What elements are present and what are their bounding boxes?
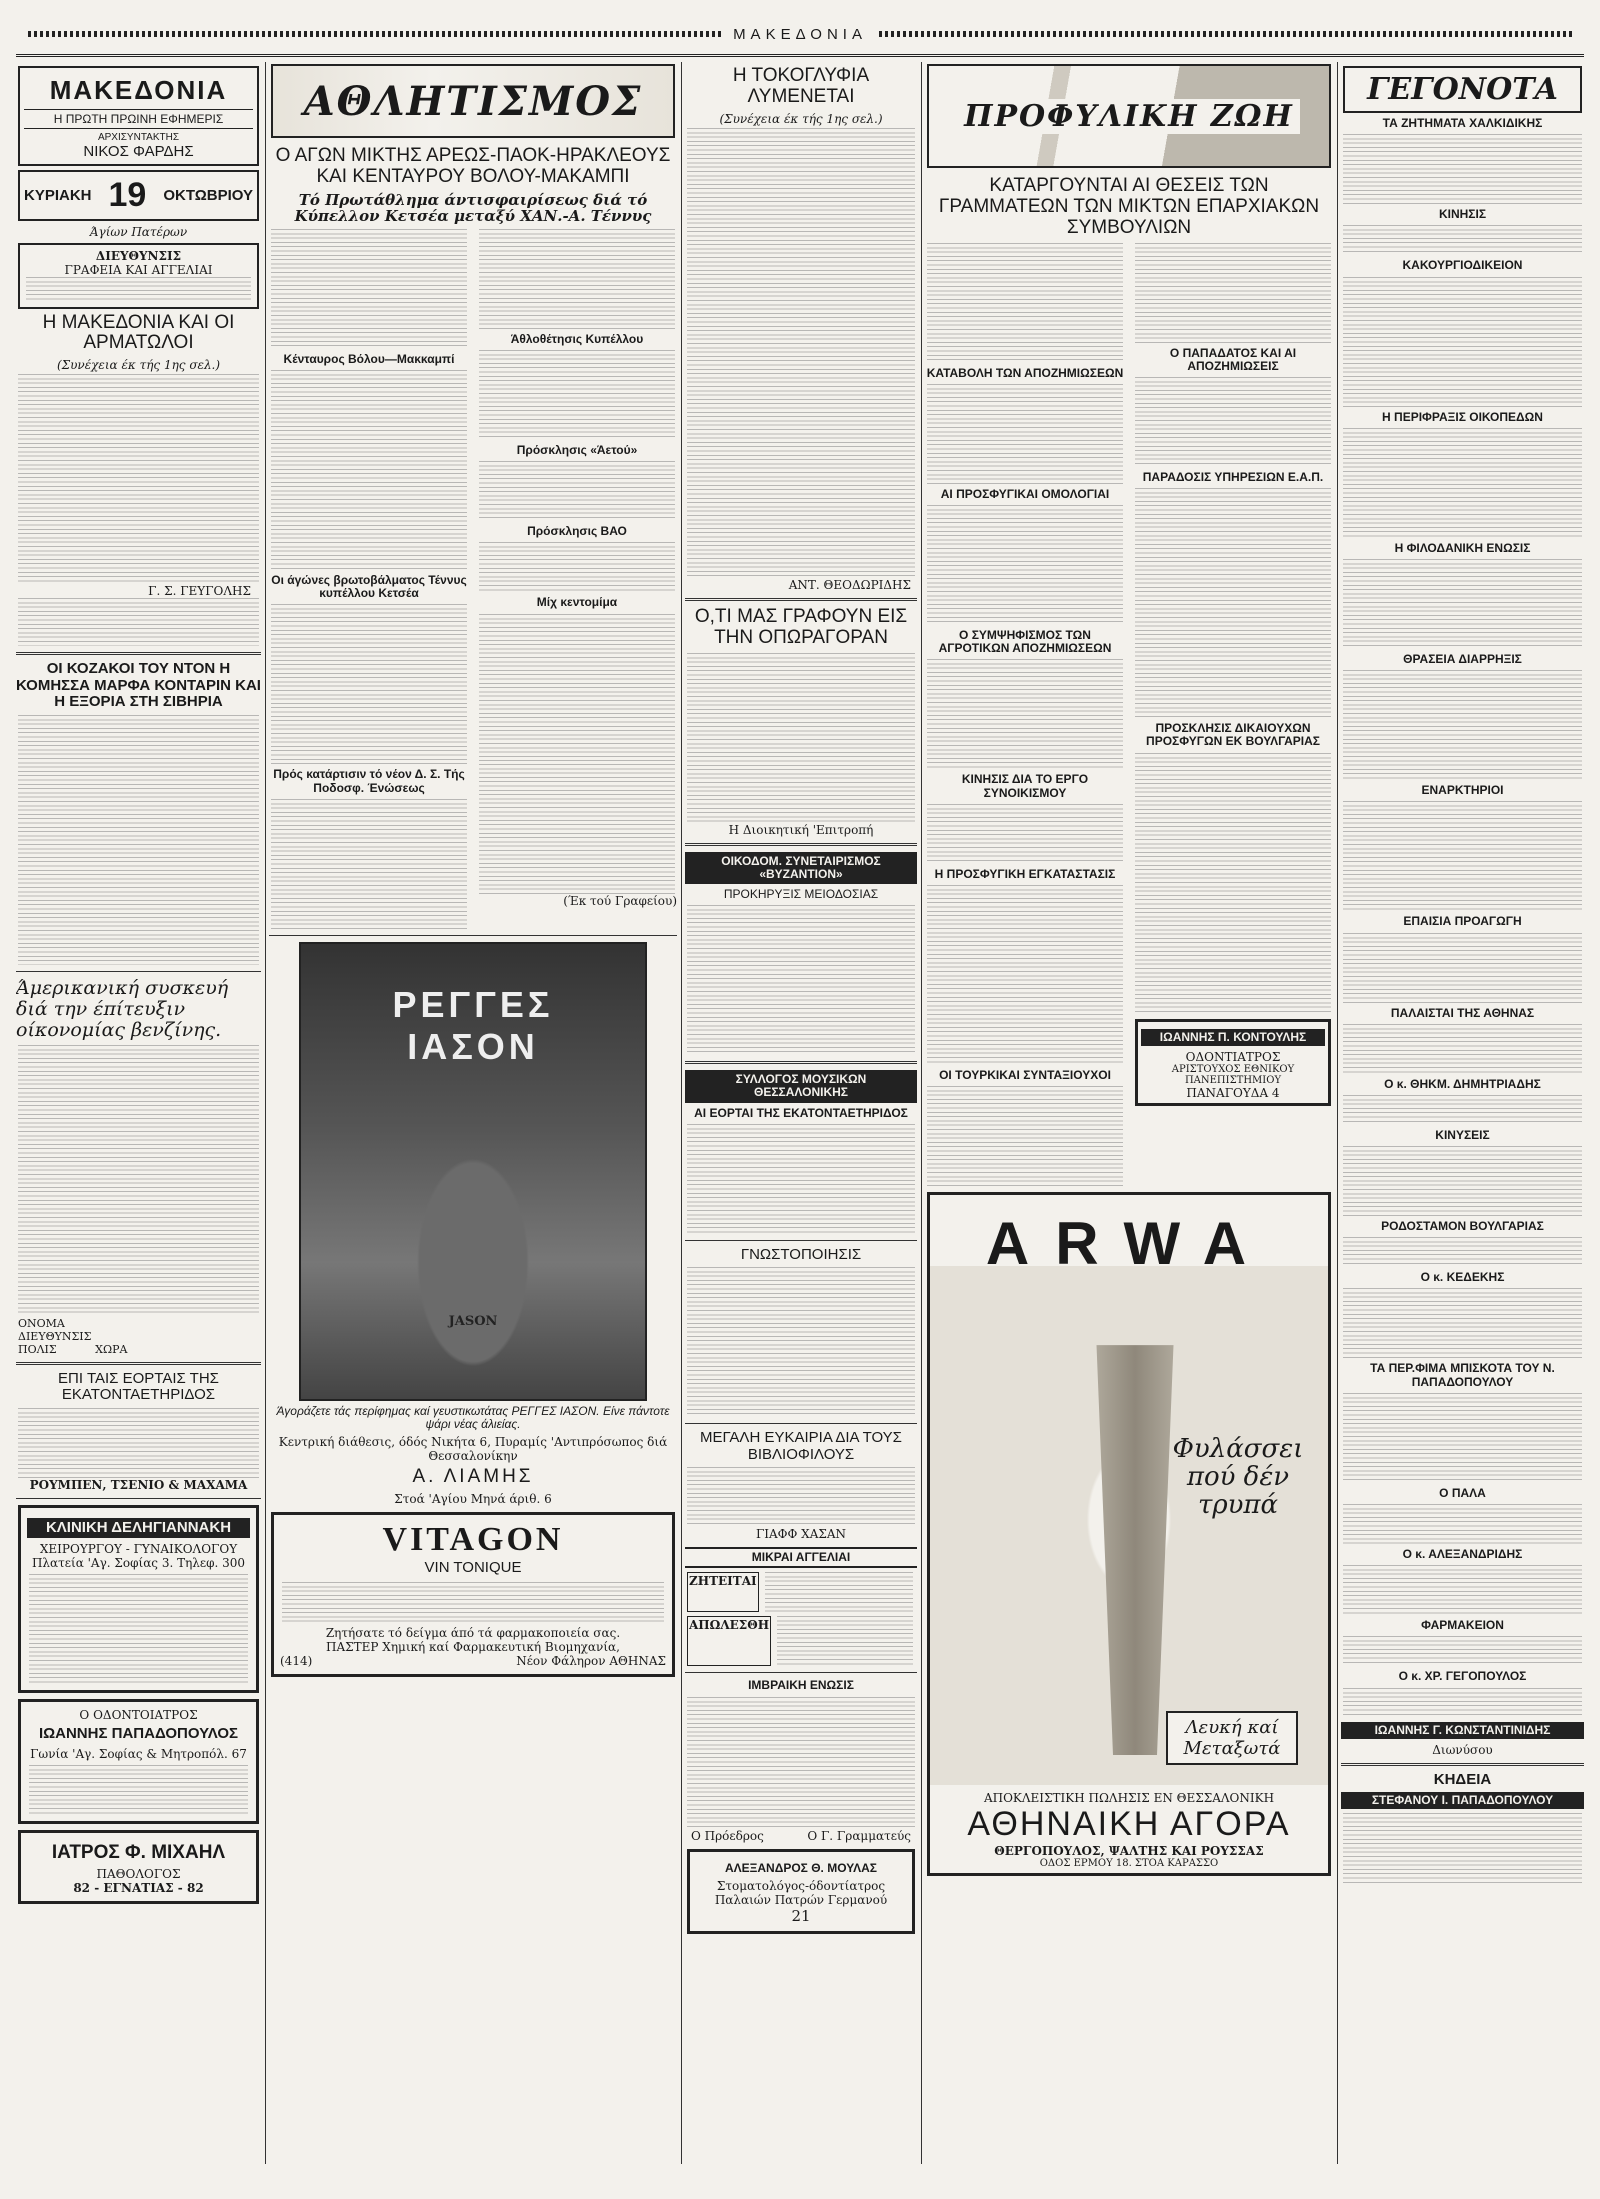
article-title: ΕΠΙ ΤΑΙΣ ΕΟΡΤΑΙΣ ΤΗΣ ΕΚΑΤΟΝΤΑΕΤΗΡΙΔΟΣ <box>58 1369 219 1404</box>
lawyer-name: ΑΛΕΞΑΝΔΡΟΣ Θ. ΜΟΥΛΑΣ <box>724 1860 877 1875</box>
dentist-address: Γωνία 'Αγ. Σοφίας & Μητροπόλ. 67 <box>30 1746 247 1761</box>
text-lines <box>1343 1288 1582 1358</box>
arwa-owners: ΘΕΡΓΟΠΟΥΛΟΣ, ΨΑΛΤΗΣ ΚΑΙ ΡΟΥΣΣΑΣ <box>994 1844 1264 1859</box>
vitagon-number: (414) <box>280 1653 313 1668</box>
article-signature: (Έκ τού Γραφείου) <box>563 894 677 909</box>
column-5 <box>1341 62 1584 2164</box>
text-lines <box>282 1582 664 1622</box>
section-heading: ΑΙ ΠΡΟΣΦΥΓΙΚΑΙ ΟΜΟΛΟΓΙΑΙ <box>940 486 1110 501</box>
text-lines <box>687 1267 915 1417</box>
text-lines <box>271 604 467 764</box>
section-heading: ΠΑΡΑΔΟΣΙΣ ΥΠΗΡΕΣΙΩΝ Ε.Α.Π. <box>1142 470 1324 485</box>
text-lines <box>1343 225 1582 255</box>
sports-col-left <box>269 764 469 928</box>
article-title: Η ΤΟΚΟΓΛΥΦΙΑ ΛΥΜΕΝΕΤΑΙ <box>732 65 870 107</box>
lawyer-address: Παλαιών Πατρών Γερμανού <box>714 1892 888 1907</box>
dentist-title: Ο ΟΔΟΝΤΟΙΑΤΡΟΣ <box>79 1708 198 1723</box>
text-lines <box>687 1697 915 1827</box>
dentist-ad <box>1135 1019 1331 1106</box>
section-heading: Κένταυρος Βόλου—Μακκαμπί <box>283 351 455 366</box>
section-heading: ΚΙΝΥΣΕΙΣ <box>1435 1127 1490 1142</box>
text-lines <box>765 1572 913 1612</box>
text-lines <box>18 598 259 646</box>
section-heading: Ο κ. ΘΗΚΜ. ΔΗΜΗΤΡΙΑΔΗΣ <box>1384 1076 1541 1091</box>
date-box <box>18 170 259 221</box>
separator <box>16 1362 261 1365</box>
text-lines <box>777 1616 913 1666</box>
text-lines <box>1343 1565 1582 1615</box>
business-subtitle: Διωνύσου <box>1432 1742 1493 1757</box>
clinic-address: Πλατεία 'Αγ. Σοφίας 3. Τηλεφ. 300 <box>31 1556 246 1571</box>
masthead-rule-right <box>879 31 1572 37</box>
separator <box>685 1423 917 1424</box>
section-heading: ΚΙΝΗΣΙΣ <box>1438 207 1487 222</box>
signature-secretary: Ο Γ. Γραμματεύς <box>807 1828 911 1843</box>
text-lines <box>479 461 675 521</box>
article-col-right <box>1133 243 1333 1187</box>
section-heading: Η ΠΕΡΙΦΡΑΞΙΣ ΟΙΚΟΠΕΔΩΝ <box>1382 409 1543 424</box>
lawyer-ad <box>687 1849 915 1934</box>
text-lines <box>1343 1504 1582 1544</box>
section-heading: ΤΑ ΖΗΤΗΜΑΤΑ ΧΑΛΚΙΔΙΚΗΣ <box>1382 116 1543 130</box>
section-heading: ΟΙ ΤΟΥΡΚΙΚΑΙ ΣΥΝΤΑΞΙΟΥΧΟΙ <box>939 1067 1111 1082</box>
text-lines <box>1343 277 1582 407</box>
address-box <box>18 243 259 309</box>
sports-body <box>269 229 677 765</box>
news-title: ΓΕΓΟΝΟΤΑ <box>1367 72 1558 107</box>
separator <box>685 1061 917 1064</box>
column-divider <box>681 62 682 2164</box>
lawyer-subtitle: Στοματολόγος-όδοντίατρος <box>716 1878 886 1893</box>
section-heading: Ο ΠΑΛΑ <box>1439 1485 1486 1500</box>
text-lines <box>927 505 1123 625</box>
text-lines <box>687 128 915 578</box>
form-name-label: ΟΝΟΜΑ <box>18 1316 65 1330</box>
signature-row <box>691 1829 911 1843</box>
funeral-name: ΣΤΕΦΑΝΟΥ Ι. ΠΑΠΑΔΟΠΟΥΛΟΥ <box>1341 1792 1584 1809</box>
section-heading: ΚΑΚΟΥΡΓΙΟΔΙΚΕΙΟΝ <box>1402 258 1523 273</box>
classified-entry <box>687 1616 915 1666</box>
text-lines <box>1343 1688 1582 1718</box>
arwa-brand: ARWA <box>985 1210 1273 1278</box>
article-title: ΟΙ ΚΟΖΑΚΟΙ ΤΟΥ ΝΤΟΝ Η ΚΟΜΗΣΣΑ ΜΑΡΦΑ ΚΟΝΤΑΡΙΝ ΚΑΙ Η ΕΞΟΡΙΑ ΣΤΗ ΣΙΒΗΡΙΑ <box>16 660 261 711</box>
saint-of-day: Άγίων Πατέρων <box>89 224 188 239</box>
classifieds-title: ΜΙΚΡΑΙ ΑΓΓΕΛΙΑΙ <box>685 1547 917 1568</box>
director-label: ΑΡΧΙΣΥΝΤΑΚΤΗΣ <box>97 131 180 143</box>
section-heading: ΘΡΑΣΕΙΑ ΔΙΑΡΡΗΞΙΣ <box>1403 651 1522 666</box>
section-heading: ΕΝΑΡΚΤΗΡΙΟΙ <box>1421 783 1504 798</box>
section-heading: Ο κ. ΚΕΔΕΚΗΣ <box>1420 1270 1505 1285</box>
text-lines <box>927 243 1123 363</box>
date-month: ΟΚΤΩΒΡΙΟΥ <box>163 186 253 204</box>
text-lines <box>1343 670 1582 780</box>
article-col-left <box>925 243 1125 1187</box>
separator <box>1341 1763 1584 1766</box>
address-text: ΓΡΑΦΕΙΑ ΚΑΙ ΑΓΓΕΛΙΑΙ <box>64 262 213 277</box>
text-lines <box>26 277 251 303</box>
arwa-store: ΑΘΗΝΑΙΚΗ ΑΓΟΡΑ <box>967 1805 1291 1844</box>
text-lines <box>479 764 675 894</box>
section-heading: Οι άγώνες βρωτοβάλματος Τέννυς κυπέλλου Κετσέα <box>271 572 467 601</box>
text-lines <box>1343 428 1582 538</box>
form-row <box>18 1343 259 1356</box>
vitagon-subtitle: VIN TONIQUE <box>424 1558 522 1576</box>
masthead-strip <box>16 14 1584 57</box>
article-title: Ο,ΤΙ ΜΑΣ ΓΡΑΦΟΥΝ ΕΙΣ ΤΗΝ ΟΠΩΡΑΓΟΡΑΝ <box>694 605 908 648</box>
separator <box>685 1240 917 1241</box>
arwa-slogan: Φυλάσσει πού δέν τρυπά <box>1172 1434 1304 1521</box>
poster-word-2: ΙΑΣΟΝ <box>407 1025 539 1067</box>
section-heading: ΡΟΔΟΣΤΑΜΟΝ ΒΟΥΛΓΑΡΙΑΣ <box>1381 1219 1544 1234</box>
text-lines <box>271 370 467 570</box>
text-lines <box>687 905 915 1055</box>
dentist-name: ΙΩΑΝΝΗΣ Π. ΚΟΝΤΟΥΛΗΣ <box>1141 1029 1325 1046</box>
sports-col-right <box>477 229 677 765</box>
text-lines <box>687 653 915 823</box>
text-lines <box>1343 1024 1582 1074</box>
clinic-name: ΚΛΙΝΙΚΗ ΔΕΛΗΓΙΑΝΝΑΚΗ <box>27 1518 250 1539</box>
text-lines <box>479 614 675 764</box>
section-heading: Ο κ. ΑΛΕΞΑΝΔΡΙΔΗΣ <box>1402 1547 1523 1561</box>
masthead-rule-left <box>28 31 721 37</box>
poster-seller-address: Στοά 'Αγίου Μηνά άριθ. 6 <box>394 1491 552 1506</box>
text-lines <box>18 1408 259 1478</box>
section-heading: Πρός κατάρτισιν τό νέον Δ. Σ. Τής Ποδοσφ. Ένώσεως <box>273 767 465 795</box>
section-heading: Άθλοθέτησις Κυπέλλου <box>510 331 644 346</box>
vitagon-address: Νέον Φάληρον ΑΘΗΝΑΣ <box>516 1653 666 1668</box>
section-heading: ΦΑΡΜΑΚΕΙΟΝ <box>1421 1618 1504 1633</box>
classified-keyword: ΑΠΩΛΕΣΘΗ <box>687 1616 771 1666</box>
column-3 <box>685 62 917 2164</box>
sports-col-left <box>269 229 469 765</box>
poster-seller: Α. ΛΙΑΜΗΣ <box>412 1466 534 1488</box>
text-lines <box>1343 134 1582 204</box>
column-divider <box>265 62 266 2164</box>
column-2 <box>269 62 677 2164</box>
headline: ΚΑΤΑΡΓΟΥΝΤΑΙ ΑΙ ΘΕΣΕΙΣ ΤΩΝ ΓΡΑΜΜΑΤΕΩΝ ΤΩΝ ΜΙΚΤΩΝ ΕΠΑΡΧΙΑΚΩΝ ΣΥΜΒΟΥΛΙΩΝ <box>938 175 1320 238</box>
sports-body-2 <box>269 764 677 928</box>
separator <box>685 598 917 601</box>
doctor-address: 82 - ΕΓΝΑΤΙΑΣ - 82 <box>73 1881 204 1896</box>
news-header <box>1343 66 1582 113</box>
text-lines <box>927 1086 1123 1186</box>
article-signature: Η Διοικητική 'Επιτροπή <box>728 822 874 837</box>
poster-caption: Άγοράζετε τάς περίφημας καί γευστικωτάτας ΡΕΓΓΕΣ ΙΑΣΟΝ. Είνε πάντοτε ψάρι νέας άλιείας. <box>276 1403 670 1431</box>
text-lines <box>479 229 675 329</box>
column-4 <box>925 62 1333 2164</box>
article-title: ΜΕΓΑΛΗ ΕΥΚΑΙΡΙΑ ΔΙΑ ΤΟΥΣ ΒΙΒΛΙΟΦΙΛΟΥΣ <box>700 1429 902 1463</box>
text-lines <box>687 1467 915 1527</box>
sports-col-right <box>477 764 677 928</box>
vitagon-footer <box>280 1654 666 1668</box>
section-heading: Πρόσκλησις ΒΑΟ <box>527 524 627 539</box>
article-signature: ΓΙΑΦΦ ΧΑΣΑΝ <box>755 1527 847 1542</box>
section-heading: ΤΑ ΠΕΡ.ΦΙΜΑ ΜΠΙΣΚΟΤΑ ΤΟΥ Ν. ΠΑΠΑΔΟΠΟΥΛΟΥ <box>1370 1361 1555 1389</box>
poster-word-1: ΡΕΓΓΕΣ <box>392 983 554 1025</box>
article-title: ΙΜΒΡΑΙΚΗ ΕΝΩΣΙΣ <box>748 1678 854 1693</box>
article-continuation: (Συνέχεια έκ τής 1ης σελ.) <box>56 358 221 373</box>
text-lines <box>1135 377 1331 467</box>
section-heading: ΕΠΑΙΣΙΑ ΠΡΟΑΓΩΓΗ <box>1403 914 1522 929</box>
text-lines <box>18 374 259 584</box>
separator <box>16 652 261 655</box>
text-lines <box>29 1574 248 1684</box>
section-heading: ΠΑΛΑΙΣΤΑΙ ΤΗΣ ΑΘΗΝΑΣ <box>1390 1005 1535 1020</box>
section-heading: Η ΠΡΟΣΦΥΓΙΚΗ ΕΓΚΑΤΑΣΤΑΣΙΣ <box>934 866 1116 881</box>
form-city-label: ΠΟΛΙΣ <box>18 1342 57 1356</box>
form-address-label: ΔΙΕΥΘΥΝΣΙΣ <box>18 1329 92 1343</box>
newspaper-page <box>16 14 1584 2164</box>
text-lines <box>1343 1393 1582 1483</box>
text-lines <box>18 715 259 965</box>
text-lines <box>1343 801 1582 911</box>
article-subtitle: ΠΡΟΚΗΡΥΞΙΣ ΜΕΙΟΔΟΣΙΑΣ <box>723 886 879 901</box>
separator <box>685 1672 917 1673</box>
text-lines <box>1343 559 1582 649</box>
sports-banner <box>271 64 675 138</box>
arwa-illustration <box>930 1195 1328 1785</box>
text-lines <box>271 799 467 929</box>
article-continuation: (Συνέχεια έκ τής 1ης σελ.) <box>719 111 883 126</box>
text-lines <box>1135 243 1331 343</box>
text-lines <box>271 229 467 349</box>
text-lines <box>1343 1237 1582 1267</box>
form-country-label: ΧΩΡΑ <box>95 1342 128 1356</box>
vitagon-ad <box>271 1512 675 1677</box>
arwa-legs <box>1080 1345 1190 1755</box>
text-lines <box>1135 488 1331 718</box>
banner-title: ΠΡΟΦΥΛΙΚΗ ΖΩΗ <box>958 99 1300 134</box>
column-divider <box>921 62 922 2164</box>
signature-president: Ο Πρόεδρος <box>691 1828 764 1843</box>
column-1 <box>16 62 261 2164</box>
arwa-ad <box>927 1192 1331 1876</box>
paper-tagline: Η ΠΡΩΤΗ ΠΡΩΙΝΗ ΕΦΗΜΕΡΙΣ <box>24 109 253 129</box>
separator <box>16 1498 261 1499</box>
text-lines <box>1343 1636 1582 1666</box>
banner-illustration <box>927 64 1331 168</box>
text-lines <box>927 804 1123 864</box>
dentist-specialty: ΟΔΟΝΤΙΑΤΡΟΣ <box>1185 1049 1281 1064</box>
vitagon-name: VITAGON <box>382 1520 564 1558</box>
separator <box>16 971 261 972</box>
section-heading: Η ΦΙΛΟΔΑΝΙΚΗ ΕΝΩΣΙΣ <box>1394 540 1531 555</box>
paper-nameplate <box>18 66 259 166</box>
article-title: ΟΙΚΟΔΟΜ. ΣΥΝΕΤΑΙΡΙΣΜΟΣ «ΒΥΖΑΝΤΙΟΝ» <box>685 852 917 884</box>
article-title: ΓΝΩΣΤΟΠΟΙΗΣΙΣ <box>740 1245 862 1263</box>
text-lines <box>29 1765 248 1815</box>
classified-keyword: ΖΗΤΕΙΤΑΙ <box>687 1572 759 1612</box>
arwa-tag: Λευκή καί Μεταξωτά <box>1166 1711 1298 1765</box>
vitagon-maker: ΠΑΣΤΕΡ Χημική καί Φαρμακευτική Βιομηχανία, <box>326 1639 620 1654</box>
article-subtitle: ΑΙ ΕΟΡΤΑΙ ΤΗΣ ΕΚΑΤΟΝΤΑΕΤΗΡΙΔΟΣ <box>694 1105 908 1120</box>
text-lines <box>479 350 675 440</box>
article-title: Η ΜΑΚΕΔΟΝΙΑ ΚΑΙ ΟΙ ΑΡΜΑΤΩΛΟΙ <box>42 311 235 354</box>
section-heading: Ο ΣΥΜΨΗΦΙΣΜΟΣ ΤΩΝ ΑΓΡΟΤΙΚΩΝ ΑΠΟΖΗΜΙΩΣΕΩΝ <box>938 628 1112 656</box>
date-day: ΚΥΡΙΑΚΗ <box>24 186 92 204</box>
director-name: ΝΙΚΟΣ ΦΑΡΔΗΣ <box>83 142 194 160</box>
section-heading: Ο ΠΑΠΑΔΑΤΟΣ ΚΑΙ ΑΙ ΑΠΟΖΗΜΙΩΣΕΙΣ <box>1169 345 1297 373</box>
date-number: 19 <box>108 175 147 214</box>
clinic-subtitle: ΧΕΙΡΟΥΡΓΟΥ - ΓΥΝΑΙΚΟΛΟΓΟΥ <box>39 1542 238 1557</box>
article-title: ΣΥΛΛΟΓΟΣ ΜΟΥΣΙΚΩΝ ΘΕΣΣΑΛΟΝΙΚΗΣ <box>685 1070 917 1102</box>
poster-tin-label: JASON <box>448 1313 498 1329</box>
separator <box>269 935 677 936</box>
section-heading: ΚΗΔΕΙΑ <box>1433 1770 1492 1788</box>
dentist-name: ΙΩΑΝΝΗΣ ΠΑΠΑΔΟΠΟΥΛΟΣ <box>38 1725 239 1743</box>
lawyer-number: 21 <box>791 1906 811 1925</box>
text-lines <box>479 542 675 592</box>
poster-headline <box>301 984 645 1068</box>
text-lines <box>1343 1813 1582 1883</box>
doctor-specialty: ΠΑΘΟΛΟΓΟΣ <box>96 1867 181 1882</box>
text-lines <box>1343 1146 1582 1216</box>
arwa-address: ΟΔΟΣ ΕΡΜΟΥ 18. ΣΤΟΑ ΚΑΡΑΣΣΟ <box>1039 1858 1219 1870</box>
section-heading: Μίχ κεντομίμα <box>536 595 618 610</box>
article-body <box>925 243 1333 1187</box>
text-lines <box>927 659 1123 769</box>
text-lines <box>687 1124 915 1234</box>
text-lines <box>927 885 1123 1065</box>
classified-entry <box>687 1572 915 1612</box>
section-heading: Πρόσκλησις «Άετού» <box>516 442 638 457</box>
arwa-sale-note: ΑΠΟΚΛΕΙΣΤΙΚΗ ΠΩΛΗΣΙΣ ΕΝ ΘΕΣΣΑΛΟΝΙΚΗ <box>983 1791 1275 1806</box>
dentist-subtitle: ΑΡΙΣΤΟΥΧΟΣ ΕΘΝΙΚΟΥ ΠΑΝΕΠΙΣΤΗΜΙΟΥ <box>1171 1063 1295 1086</box>
dentist-ad <box>18 1699 259 1824</box>
text-lines <box>18 1045 259 1315</box>
subscription-form <box>18 1317 259 1356</box>
masthead-title: ΜΑΚΕΔΟΝΙΑ <box>733 25 867 43</box>
doctor-ad <box>18 1830 259 1905</box>
clinic-ad <box>18 1505 259 1694</box>
section-heading: ΚΑΤΑΒΟΛΗ ΤΩΝ ΑΠΟΖΗΜΙΩΣΕΩΝ <box>926 365 1124 380</box>
dentist-address: ΠΑΝΑΓΟΥΔΑ 4 <box>1186 1085 1280 1100</box>
headline: Ο ΑΓΩΝ ΜΙΚΤΗΣ ΑΡΕΩΣ-ΠΑΟΚ-ΗΡΑΚΛΕΟΥΣ ΚΑΙ ΚΕΝΤΑΥΡΟΥ ΒΟΛΟΥ-ΜΑΚΑΜΠΙ <box>275 145 671 187</box>
article-signature: Γ. Σ. ΓΕΥΓΟΛΗΣ <box>148 584 251 599</box>
text-lines <box>1343 933 1582 1003</box>
paper-title: ΜΑΚΕΔΟΝΙΑ <box>49 75 228 105</box>
column-divider <box>1337 62 1338 2164</box>
jason-poster-image <box>299 942 647 1401</box>
article-signature: ΡΟΥΜΠΕΝ, ΤΣΕΝΙΟ & ΜΑΧΑΜΑ <box>29 1477 248 1492</box>
text-lines <box>927 384 1123 484</box>
article-signature: ΑΝΤ. ΘΕΟΔΩΡΙΔΗΣ <box>788 577 911 592</box>
article-title: Άμερικανική συσκευή διά την έπίτευξιν οίκονομίας βενζίνης. <box>16 976 229 1041</box>
subheadline: Τό Πρωτάθλημα άντισφαιρίσεως διά τό Κύπελλον Κετσέα μεταξύ ΧΑΝ.-Α. Τέννυς <box>294 190 652 226</box>
text-lines <box>1135 753 1331 1013</box>
section-heading: ΠΡΟΣΚΛΗΣΙΣ ΔΙΚΑΙΟΥΧΩΝ ΠΡΟΣΦΥΓΩΝ ΕΚ ΒΟΥΛΓΑΡΙΑΣ <box>1146 721 1320 749</box>
doctor-name: ΙΑΤΡΟΣ Φ. ΜΙΧΑΗΛ <box>51 1841 226 1863</box>
text-lines <box>1343 1095 1582 1125</box>
vitagon-text: Ζητήσατε τό δείγμα άπό τά φαρμακοποιεία σας. <box>325 1625 621 1640</box>
business-name: ΙΩΑΝΝΗΣ Γ. ΚΩΝΣΤΑΝΤΙΝΙΔΗΣ <box>1341 1722 1584 1739</box>
poster-address: Κεντρική διάθεσις, όδός Νικήτα 6, Πυραμίς 'Αντιπρόσωπος διά Θεσσαλονίκην <box>278 1435 668 1464</box>
section-heading: ΚΙΝΗΣΙΣ ΔΙΑ ΤΟ ΕΡΓΟ ΣΥΝΟΙΚΙΣΜΟΥ <box>961 772 1089 800</box>
separator <box>685 843 917 846</box>
sports-title: ΑΘΛΗΤΙΣΜΟΣ <box>303 77 643 125</box>
section-heading: Ο κ. ΧΡ. ΓΕΓΟΠΟΥΛΟΣ <box>1398 1669 1527 1684</box>
address-label: ΔΙΕΥΘΥΝΣΙΣ <box>95 248 182 263</box>
